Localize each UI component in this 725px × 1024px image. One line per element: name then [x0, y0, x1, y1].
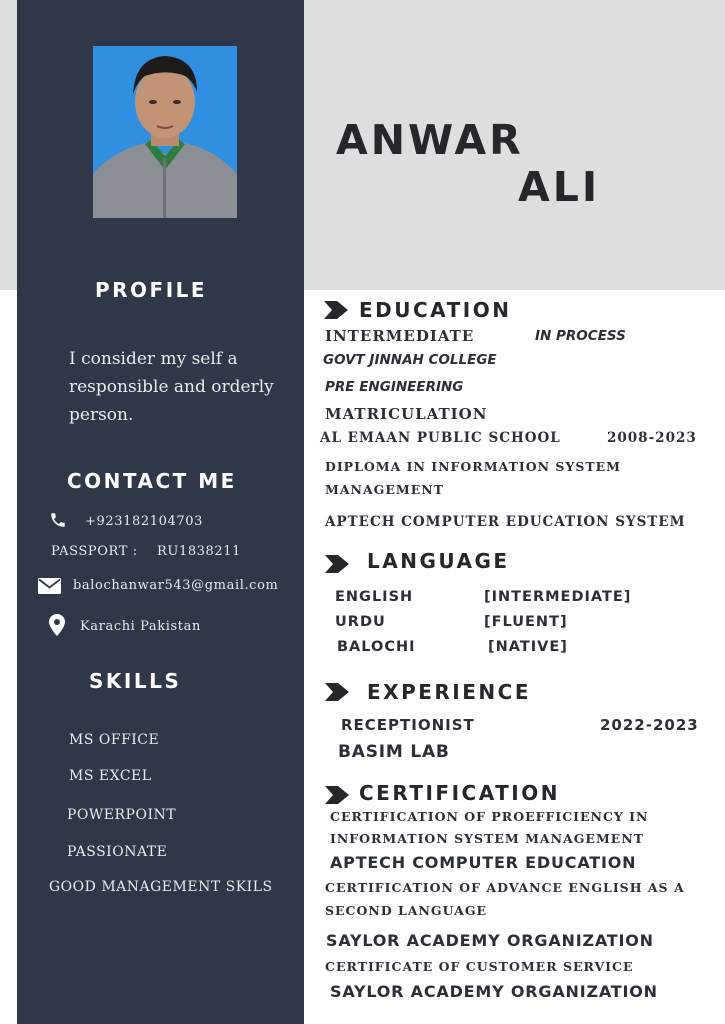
phone-number[interactable]: +923182104703: [85, 514, 203, 529]
experience-heading: EXPERIENCE: [367, 680, 531, 704]
education-school: AL EMAAN PUBLIC SCHOOL: [320, 430, 561, 446]
experience-company: BASIM LAB: [338, 742, 450, 762]
certification-heading: CERTIFICATION: [359, 781, 560, 805]
section-arrow-icon: [325, 683, 349, 706]
certification-title-line1: CERTIFICATION OF ADVANCE ENGLISH AS A: [325, 880, 685, 895]
education-group: PRE ENGINEERING: [325, 379, 464, 395]
certification-title-line2: INFORMATION SYSTEM MANAGEMENT: [330, 831, 645, 846]
certification-title-line1: CERTIFICATION OF PROEFFICIENCY IN: [330, 809, 649, 824]
language-name: ENGLISH: [335, 589, 414, 605]
education-diploma-line1: DIPLOMA IN INFORMATION SYSTEM: [325, 459, 622, 474]
language-level: [NATIVE]: [488, 639, 568, 655]
education-diploma-line2: MANAGEMENT: [325, 482, 444, 497]
certification-org: SAYLOR ACADEMY ORGANIZATION: [326, 931, 654, 950]
passport-value: RU1838211: [157, 544, 242, 559]
mail-icon: [38, 578, 61, 599]
experience-years: 2022-2023: [600, 716, 699, 734]
email-link[interactable]: balochanwar543@gmail.com: [73, 578, 279, 593]
contact-heading: CONTACT ME: [67, 469, 237, 493]
skills-heading: SKILLS: [89, 669, 182, 693]
certification-title-line1: CERTIFICATE OF CUSTOMER SERVICE: [325, 959, 634, 974]
skill-item: GOOD MANAGEMENT SKILS: [49, 879, 273, 895]
location-pin-icon: [49, 614, 65, 641]
skill-item: PASSIONATE: [67, 844, 168, 860]
education-intermediate: INTERMEDIATE: [325, 327, 475, 345]
language-level: [INTERMEDIATE]: [484, 589, 632, 605]
education-heading: EDUCATION: [359, 298, 512, 322]
experience-role: RECEPTIONIST: [341, 716, 475, 734]
section-arrow-icon: [325, 555, 349, 578]
profile-text: I consider my self a responsible and orderly person.: [69, 349, 274, 425]
skill-item: POWERPOINT: [67, 807, 177, 823]
profile-heading: PROFILE: [95, 278, 208, 302]
education-college: GOVT JINNAH COLLEGE: [323, 352, 497, 368]
profile-photo: [93, 46, 237, 218]
phone-icon: [49, 511, 67, 534]
education-matric: MATRICULATION: [325, 405, 488, 423]
section-arrow-icon: [324, 301, 348, 324]
name-last: ALI: [518, 163, 601, 211]
skill-item: MS OFFICE: [69, 732, 160, 748]
certification-title-line2: SECOND LANGUAGE: [325, 903, 488, 918]
location-text: Karachi Pakistan: [80, 619, 201, 634]
skill-item: MS EXCEL: [69, 768, 152, 784]
certification-org: APTECH COMPUTER EDUCATION: [330, 853, 637, 872]
passport-label: PASSPORT :: [51, 544, 138, 559]
education-status: IN PROCESS: [535, 328, 626, 344]
name-first: ANWAR: [336, 116, 524, 164]
certification-org: SAYLOR ACADEMY ORGANIZATION: [330, 982, 658, 1001]
section-arrow-icon: [325, 786, 349, 809]
language-level: [FLUENT]: [484, 614, 568, 630]
language-name: BALOCHI: [337, 639, 416, 655]
education-years: 2008-2023: [607, 430, 697, 446]
language-heading: LANGUAGE: [367, 549, 510, 573]
language-name: URDU: [335, 614, 386, 630]
education-institute: APTECH COMPUTER EDUCATION SYSTEM: [325, 514, 686, 530]
